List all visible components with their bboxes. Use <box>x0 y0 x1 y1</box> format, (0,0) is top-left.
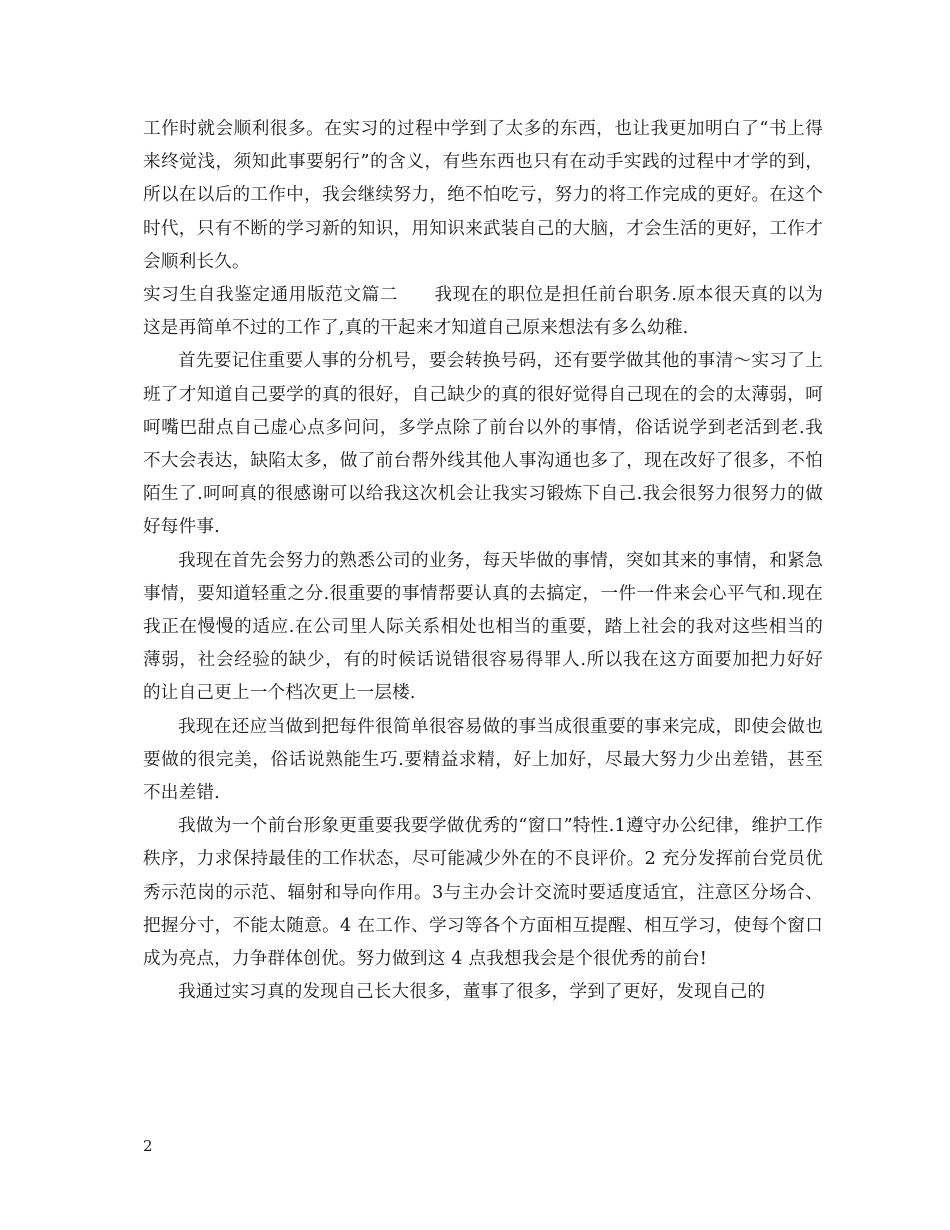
paragraph-3: 首先要记住重要人事的分机号，要会转换号码，还有要学做其他的事清～实习了上班了才知道自己要学的真的很好，自己缺少的真的很好觉得自己现在的会的太薄弱，呵呵嘴巴甜点自己虚心点多问问，多学点除了前台以外的事情，俗话说学到老活到老.我不大会表达，缺陷太多，做了前台帮外线其他人事沟通也多了，现在改好了很多，不怕陌生了.呵呵真的很感谢可以给我这次机会让我实习锻炼下自己.我会很努力很努力的做好每件事. <box>143 351 823 538</box>
document-body <box>143 113 823 1009</box>
paragraph-4: 我现在首先会努力的熟悉公司的业务，每天毕做的事情，突如其来的事情，和紧急事情，要知道轻重之分.很重要的事情帮要认真的去搞定，一件一件来会心平气和.现在我正在慢慢的适应.在公司里人际关系相处也相当的重要，踏上社会的我对这些相当的薄弱，社会经验的缺少，有的时候话说错很容易得罪人.所以我在这方面要加把力好好的让自己更上一个档次更上一层楼. <box>143 550 823 704</box>
page-number: 2 <box>143 1137 153 1155</box>
paragraph-7: 我通过实习真的发现自己长大很多，董事了很多，学到了更好，发现自己的 <box>178 982 766 1003</box>
paragraph-6: 我做为一个前台形象更重要我要学做优秀的“窗口”特性.1遵守办公纪律，维护工作秩序，力求保持最佳的工作状态，尽可能减少外在的不良评价。2 充分发挥前台党员优秀示范岗的示范、辐射和导向作用。3与主办会计交流时要适度适宜，注意区分场合、把握分寸，不能太随意。4 在工作、学习等各个方面相互提醒、相互学习，使每个窗口成为亮点，力争群体创优。努力做到这 4 点我想我会是个很优秀的前台! <box>143 816 823 970</box>
paragraph-2: 实习生自我鉴定通用版范文篇二 我现在的职位是担任前台职务.原本很天真的以为这是再简单不过的工作了,真的干起来才知道自己原来想法有多么幼稚. <box>143 285 823 339</box>
paragraph-5: 我现在还应当做到把每件很简单很容易做的事当成很重要的事来完成，即使会做也要做的很完美，俗话说熟能生巧.要精益求精，好上加好，尽最大努力少出差错，甚至不出差错. <box>143 716 823 804</box>
paragraph-1: 工作时就会顺利很多。在实习的过程中学到了太多的东西，也让我更加明白了“书上得来终觉浅，须知此事要躬行”的含义，有些东西也只有在动手实践的过程中才学的到，所以在以后的工作中，我会继续努力，绝不怕吃亏，努力的将工作完成的更好。在这个时代，只有不断的学习新的知识，用知识来武装自己的大脑，才会生活的更好，工作才会顺利长久。 <box>143 119 823 272</box>
